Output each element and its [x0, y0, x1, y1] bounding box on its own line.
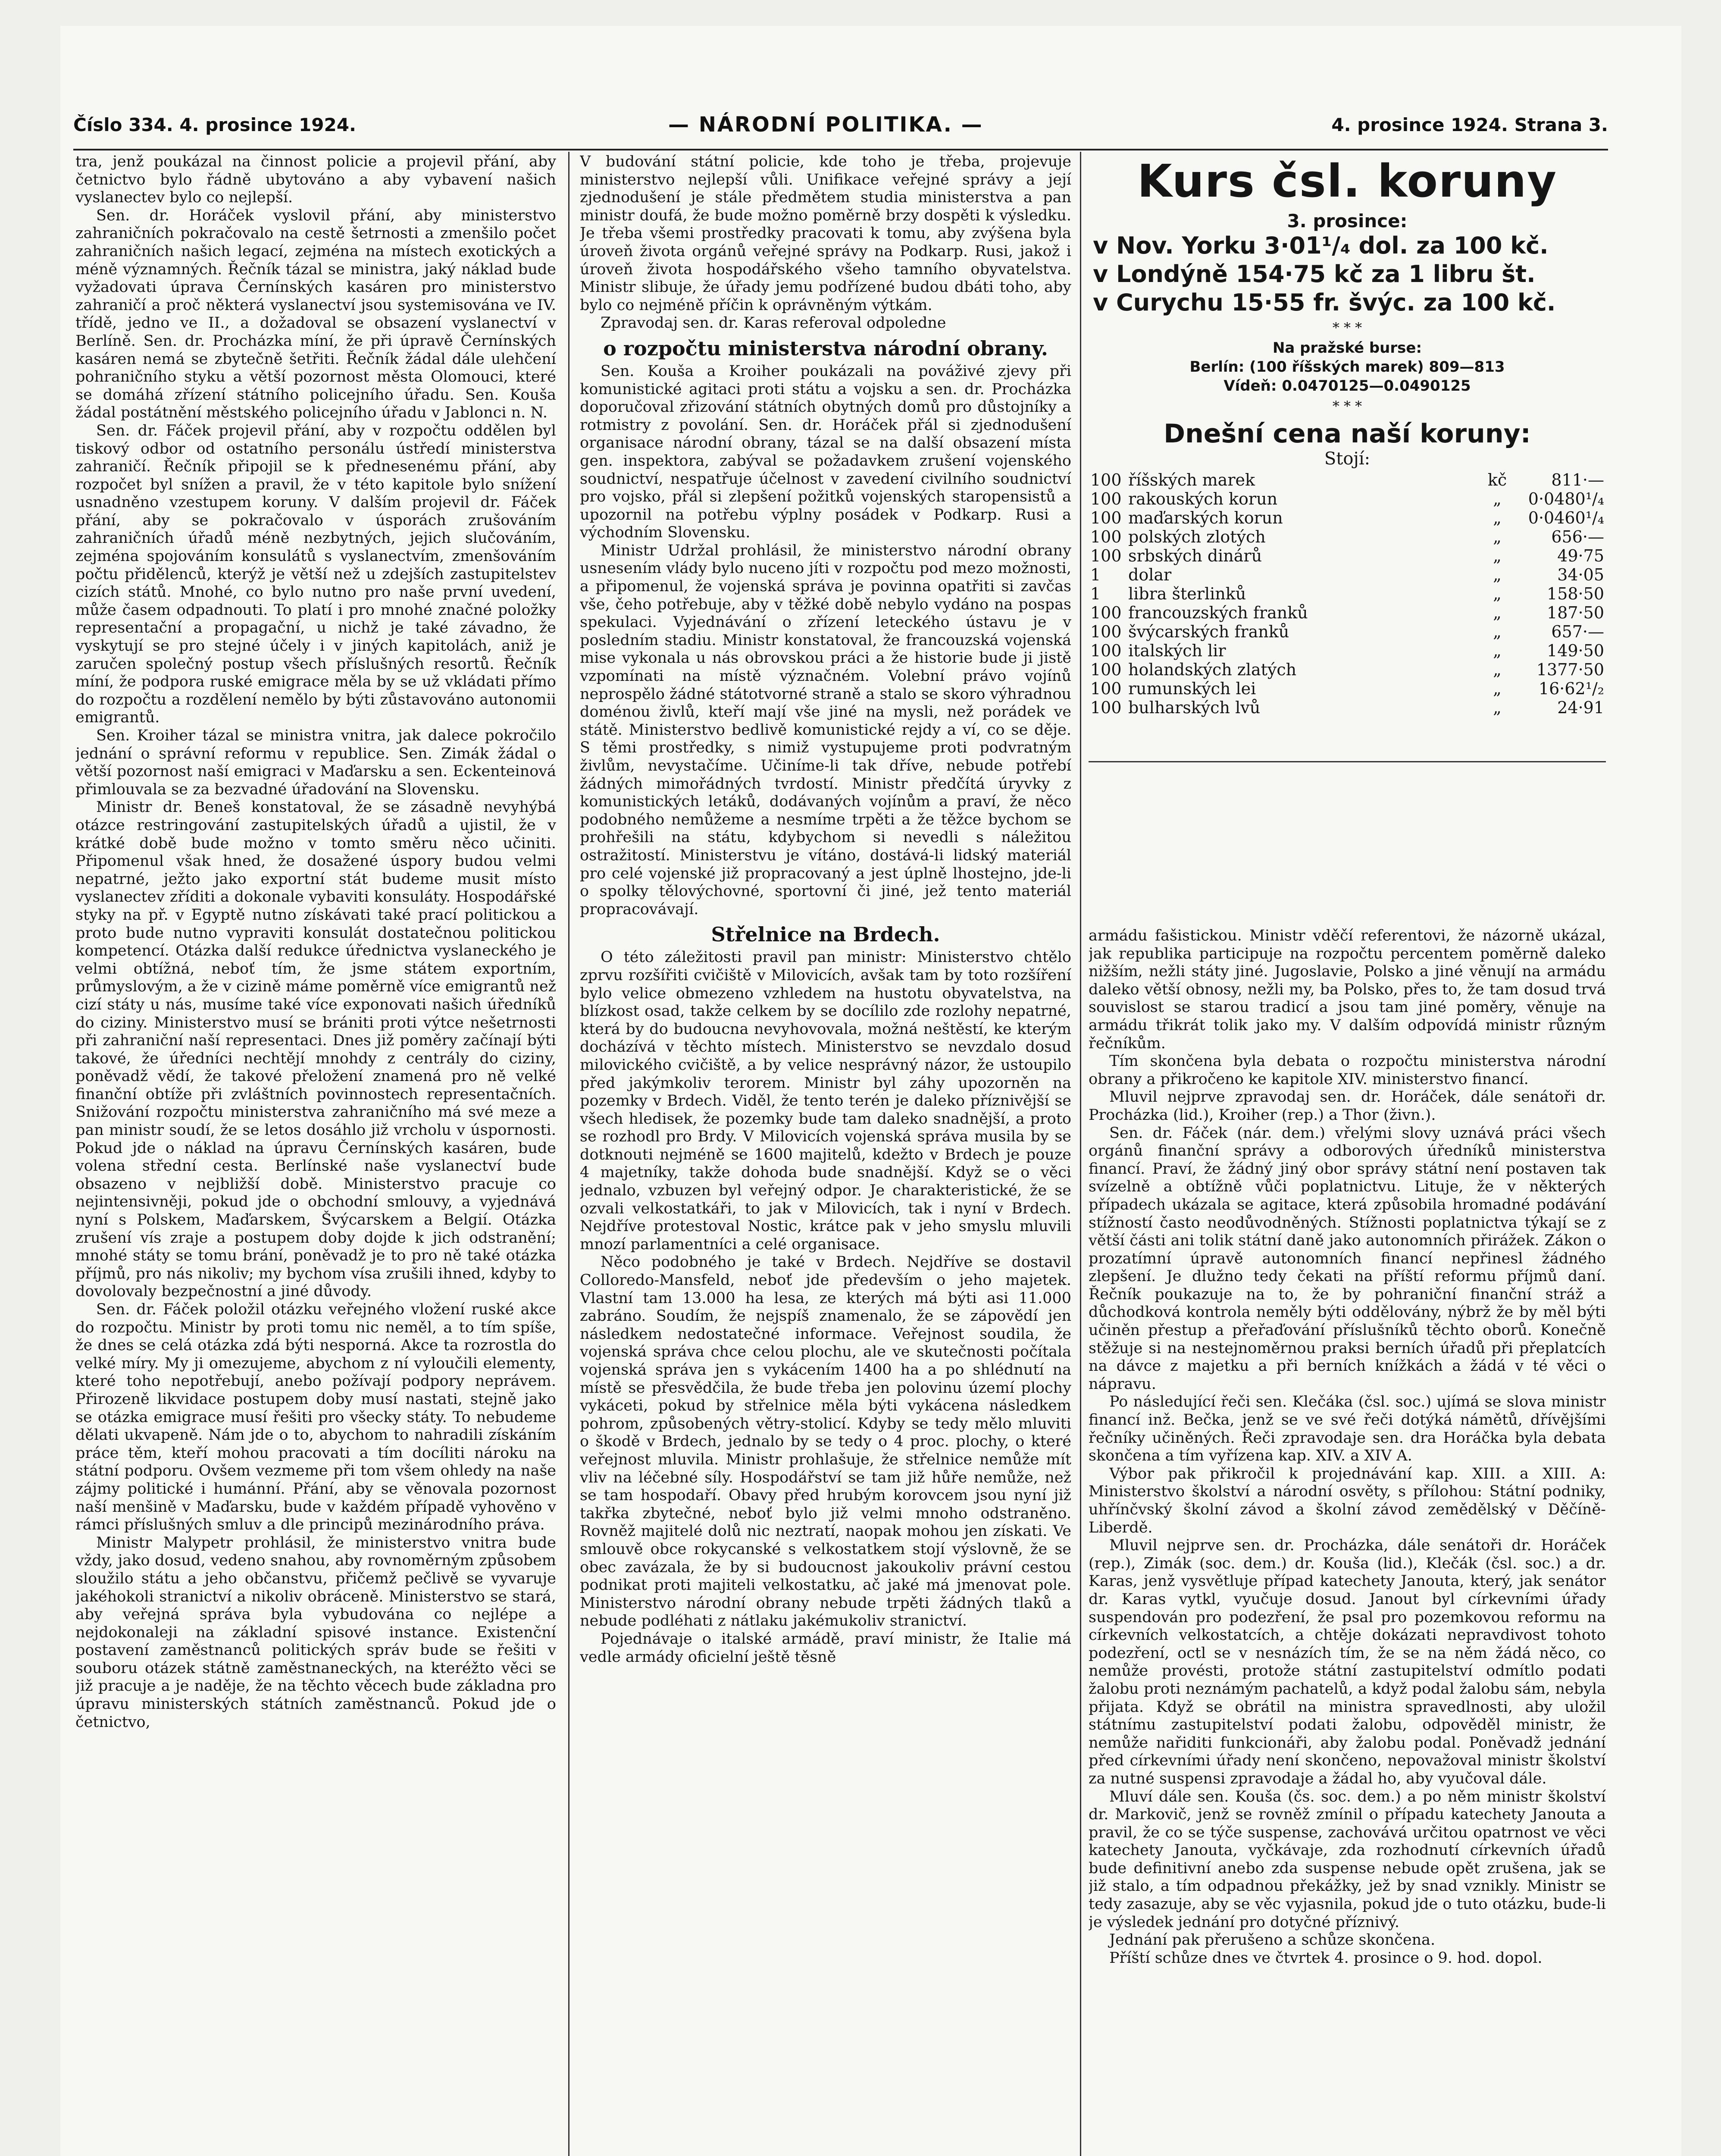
- rate-unit: „: [1493, 603, 1502, 622]
- rate-amt: 100: [1090, 641, 1122, 660]
- rate-amt: 100: [1090, 489, 1122, 508]
- rate-val: 0·0460¹/₄: [1528, 508, 1604, 527]
- rate-unit: „: [1493, 527, 1502, 546]
- paragraph: Pojednávaje o italské armádě, praví ministr, že Italie má vedle armády oficielní ještě těsně: [580, 1630, 1071, 1666]
- currency-box-title: Kurs čsl. koruny: [1137, 155, 1558, 207]
- rate-amt: 100: [1090, 470, 1122, 489]
- rate-unit: „: [1493, 546, 1502, 565]
- paragraph: Sen. Kroiher tázal se ministra vnitra, jak dalece pokročilo jednání o správní reformu v republice. Sen. Zimák žádal o větší pozornost naší emigraci v Maďarsku a sen. Eckenteinová přimlouvala se za bezvadné úřadování na Slovensku.: [75, 727, 556, 798]
- rate-val: 34·05: [1557, 565, 1604, 584]
- rate-zurich: v Curychu 15·55 fr. švýc. za 100 kč.: [1093, 289, 1556, 316]
- paragraph: Příští schůze dnes ve čtvrtek 4. prosince o 9. hod. dopol.: [1109, 1949, 1543, 1967]
- currency-box-rule: [1089, 761, 1606, 762]
- stoji-label: Stojí:: [1324, 449, 1371, 469]
- rate-unit: „: [1493, 565, 1502, 584]
- rate-label: bulharských lvů: [1128, 698, 1261, 717]
- rate-unit: kč: [1487, 470, 1507, 489]
- paragraph: Mluvil nejprve zpravodaj sen. dr. Horáček, dále senátoři dr. Procházka (lid.), Kroiher (rep.) a Thor (živn.).: [1089, 1088, 1606, 1124]
- rate-unit: „: [1493, 622, 1502, 641]
- rate-label: rakouských korun: [1128, 489, 1278, 508]
- rate-amt: 1: [1090, 584, 1101, 603]
- currency-box-date: 3. prosince:: [1287, 210, 1408, 232]
- paragraph: O této záležitosti pravil pan ministr: Ministerstvo chtělo zprvu rozšířiti cvičiště v Milovicích, avšak tam by toto rozšíření bylo velice obmezeno vzhledem na hustotu obyvatelstva, na blízkost osad, takže celkem by se docílilo zde rozlohy nepatrné, která by do budoucna nevyhovovala, možná neštěstí, ke kterým docházívá v těchto místech. Ministerstvo se nevzdalo dosud milovického cvičiště, a by velice nesprávný názor, že ustoupilo před jakýmkoliv terorem. Ministr byl záhy upozorněn na pozemky v Brdech. Viděl, že tento terén je daleko příznivější se všech hledisek, že pozemky bude tam daleko snadnější, a proto se rozhodl pro Brdy. V Milovicích vojenská správa musila by se dotknouti nejméně se 1600 majitelů, kdežto v Brdech je pouze 4 majetníky, takže dohoda bude snadnější. Když se o věci jednalo, vzbuzen byl veřejný odpor. Je charakteristické, že se ozvali velkostatkáři, to jak v Milovicích, tak i nyní v Brdech. Nejdříve protestoval Nostic, krátce pak v jeho smyslu mluvili mnozí parlamentníci a celé organisace.: [580, 949, 1071, 1253]
- rate-amt: 100: [1090, 698, 1122, 717]
- rate-label: rumunských lei: [1128, 679, 1256, 698]
- column-divider-1: [568, 152, 569, 2156]
- rate-unit: „: [1493, 698, 1502, 717]
- rate-label: srbských dinárů: [1128, 546, 1262, 565]
- burse-title: Na pražské burse:: [1272, 339, 1422, 357]
- rate-row: [1089, 546, 1606, 565]
- rate-label: italských lir: [1128, 641, 1226, 660]
- rate-unit: „: [1493, 641, 1502, 660]
- paragraph: V budování státní policie, kde toho je třeba, projevuje ministerstvo nejlepší vůli. Unifikace veřejné správy a její zjednodušení je stále předmětem studia ministerstva a pan ministr doufá, že bude možno poměrně brzy dospěti k výsledku. Je třeba všemi prostředky pracovati k tomu, aby zvýšena byla úroveň života orgánů veřejné správy na Podkarp. Rusi, jakož i úroveň života hospodářského všeho tamního obyvatelstva. Ministr slibuje, že úřady jemu podřízené budou dbáti toho, aby bylo co nejméně příčin k oprávněným výtkám.: [580, 153, 1071, 314]
- rate-label: říšských marek: [1128, 470, 1255, 489]
- masthead: — NÁRODNÍ POLITIKA. —: [668, 113, 983, 137]
- rate-label: švýcarských franků: [1128, 622, 1289, 641]
- rate-label: polských zlotých: [1128, 527, 1266, 546]
- rates-table: [1089, 470, 1606, 717]
- column-1: [75, 153, 556, 2156]
- rate-amt: 100: [1090, 603, 1122, 622]
- paragraph: Sen. Kouša a Kroiher poukázali na pováživé zjevy při komunistické agitaci proti státu a vojsku a sen. dr. Procházka doporučoval zřizování státních obytných domů pro důstojníky a rotmistry z povolání. Sen. dr. Horáček přál si zjednodušení organisace národní obrany, tázal se na další obsazení místa gen. inspektora, zabýval se požadavkem zrušení vojenského soudnictví, nespatřuje účelnost v zavedení civilního soudnictví pro vojsko, přál si zlepšení požitků vojenských staropensistů a upozornil na potřebu výplny posádek v Podkarp. Rusi a východním Slovensku.: [580, 362, 1071, 542]
- separator-stars: * * *: [1332, 398, 1362, 414]
- rate-row: [1089, 489, 1606, 508]
- rate-row: [1089, 584, 1606, 603]
- rate-val: 811·—: [1551, 470, 1604, 489]
- currency-rates-box: [1089, 155, 1606, 780]
- rate-amt: 100: [1090, 508, 1122, 527]
- rate-val: 49·75: [1557, 546, 1604, 565]
- section-heading-brdy: Střelnice na Brdech.: [711, 923, 940, 946]
- rate-row: [1089, 679, 1606, 698]
- paragraph: Zpravodaj sen. dr. Karas referoval odpoledne: [601, 314, 946, 332]
- rate-amt: 100: [1090, 622, 1122, 641]
- column-divider-2: [1080, 152, 1081, 2156]
- rate-unit: „: [1493, 489, 1502, 508]
- paragraph: Sen. dr. Fáček projevil přání, aby v rozpočtu oddělen byl tiskový odbor od ostatního personálu ústředí ministerstva zahraničí. Řečník připojil se k přednesenému přání, aby rozpočet byl snížen a pravil, že v této kapitole bylo snížení usnadněno vzestupem koruny. V dalším projevil dr. Fáček přání, aby se pokračovalo v úsporách zrušováním zahraničních úřadů méně nezbytných, jejich slučováním, zejména spojováním konsulátů s vyslanectvím, zmenšováním počtu přidělenců, kterýž je větší než u zdejších zastupitelstev cizích států. Mnohé, co bylo nutno pro naše první uvedení, může časem odpadnouti. To platí i pro mnohé značné položky representační a propagační, u nichž je také závadno, že vyskytují se pro stejné účely i v jiných kapitolách, aniž je zaručen společný postup všech příslušných resortů. Řečník míní, že podpora ruské emigrace měla by se už vkládati přímo do rozpočtu a rozdělení nemělo by býti zůstavováno autonomii emigrantů.: [75, 422, 556, 727]
- paragraph: Ministr Udržal prohlásil, že ministerstvo národní obrany usnesením vlády bylo nuceno jíti v rozpočtu pod mezo možnosti, a připomenul, že vojenská správa je povinna opatřiti si zavčas vše, čeho potřebuje, aby v těžké době nebylo vydáno na pospas spekulaci. Vyjednávání o zřízení leteckého ústavu je v posledním stadiu. Ministr konstatoval, že francouzská vojenská mise vykonala u nás obrovskou práci a že historie bude ji jistě vzpomínati na místě význačném. Volební právo vojínů neprospělo žádné státotvorné straně a stalo se skoro výhradnou doménou živlů, kteří mají vše jiné na mysli, než porádek ve státě. Ministerstvo bedlivě komunistické rejdy a ví, co se děje. S těmi prostředky, s nimiž vystupujeme proti podvratným živlům, nevystačíme. Učiníme-li tak dříve, nebude potřebí žádných mimořádných tvrdostí. Ministr předčítá úryvky z komunistických letáků, dodávaných vojínům a praví, že něco podobného nemůžeme a nesmíme trpěti a že těžce bychom se prohřešili na státu, kdybychom si nevedli s náležitou ostražitostí. Ministerstvu je vítáno, dostává-li lidský materiál pro celé vojenské již propracovaný a jest úplně lhostejno, jde-li o spolky tělovýchovné, sportovní či jiné, jež tento materiál propracovávají.: [580, 542, 1071, 918]
- rate-new-york: v Nov. Yorku 3·01¹/₄ dol. za 100 kč.: [1093, 232, 1549, 259]
- paragraph: Tím skončena byla debata o rozpočtu ministerstva národní obrany a přikročeno ke kapitole XIV. ministerstvo financí.: [1089, 1053, 1606, 1088]
- paragraph: Ministr Malypetr prohlásil, že ministerstvo vnitra bude vždy, jako dosud, vedeno snahou, aby rovnoměrným způsobem sloužilo státu a jeho občanstvu, přičemž pečlivě se vyvaruje jakéhokoli stranictví a nikoliv obráceně. Ministerstvo se stará, aby veřejná správa byla vybudována co nejlépe a nejdokonaleji na základní spisové instance. Existenční postavení zaměstnanců politických správ bude se řešiti v souboru otázek státně zaměstnaneckých, na kteréžto věci se již pracuje a je naděje, že na těchto věcech bude základna pro úpravu ministerských státních zaměstnanců. Pokud jde o četnictvo,: [75, 1534, 556, 1731]
- separator-stars: * * *: [1332, 320, 1362, 336]
- rate-amt: 100: [1090, 660, 1122, 679]
- paragraph: Mluví dále sen. Kouša (čs. soc. dem.) a po něm ministr školství dr. Markovič, jenž se rovněž zmínil o případu katechety Janouta a pravil, že co se týče suspense, zachovává určitou opatrnost ve věci katechety Janouta, vyčkávaje, zda rozhodnutí církevních úřadů bude definitivní anebo zda suspense nebude opět zrušena, jak se již stalo, a tím odpadnou překážky, jež by snad vznikly. Ministr se tedy zasazuje, aby se věc vyjasnila, pokud jde o tuto otázku, bude-li je výsledek jednání pro dotyčné příznivý.: [1089, 1788, 1606, 1931]
- column-3: [1089, 927, 1606, 2156]
- paragraph: tra, jenž poukázal na činnost policie a projevil přání, aby četnictvo bylo řádně ubytováno a aby vybavení našich vyslanectev bylo co nejlepší.: [75, 153, 556, 207]
- paragraph: Po následující řeči sen. Klečáka (čsl. soc.) ujímá se slova ministr financí inž. Bečka, jenž se ve své řeči dotýká námětů, dřívějšími řečníky učiněných. Řeči zpravodaje sen. dra Horáčka byla debata skončena a tím vyřízena kap. XIV. a XIV A.: [1089, 1393, 1606, 1465]
- rate-val: 657·—: [1551, 622, 1604, 641]
- paragraph: Sen. dr. Horáček vyslovil přání, aby ministerstvo zahraničních pokračovalo na cestě šetrnosti a zmenšilo počet zahraničních našich legací, zejména na místech exotických a méně významných. Řečník tázal se ministra, jaký náklad bude vyžadovati úprava Černínských kasáren pro ministerstvo zahraničí a proč některá vyslanectví jsou systemisována ve IV. třídě, jedno ve II., a dožadoval se obsazení vyslanectví v Berlíně. Sen. dr. Procházka míní, že při úpravě Černínských kasáren nemá se zbytečně šetřiti. Řečník žádal dále ulehčení pohraničního styku a větší pozornost města Olomouci, které se domáhá zřízení státního policejního úřadu. Sen. Kouša žádal postátnění městského policejního úřadu v Jablonci n. N.: [75, 207, 556, 422]
- paragraph: Výbor pak přikročil k projednávání kap. XIII. a XIII. A: Ministerstvo školství a národní osvěty, s přílohou: Státní podniky, uhřínčvský školní závod a školní závod zemědělský v Děčíně-Liberdě.: [1089, 1465, 1606, 1536]
- rate-label: libra šterlinků: [1128, 584, 1246, 603]
- today-price-title: Dnešní cena naší koruny:: [1164, 419, 1531, 449]
- rate-row: [1089, 622, 1606, 641]
- rate-label: maďarských korun: [1128, 508, 1283, 527]
- rate-row: [1089, 508, 1606, 527]
- section-heading-defense: o rozpočtu ministerstva národní obrany.: [603, 336, 1048, 360]
- rate-amt: 100: [1090, 546, 1122, 565]
- rate-val: 16·62¹/₂: [1538, 679, 1604, 698]
- rate-unit: „: [1493, 508, 1502, 527]
- rate-row: [1089, 641, 1606, 660]
- paragraph: Mluvil nejprve sen. dr. Procházka, dále senátoři dr. Horáček (rep.), Zimák (soc. dem.) dr. Kouša (lid.), Klečák (čsl. soc.) a dr. Karas, jenž vysvětluje případ katechety Janouta, který, jak senátor dr. Karas vytkl, vyučuje dosud. Janout byl církevními úřady suspendován pro podezření, že psal pro pozemkovou reformu na církevních velkostatcích, a chtěje dokázati nepravdivost tohoto podezření, octl se v nesnázích tím, že se na něm žádá něco, co nemůže provésti, protože státní zastupitelství odmítlo podati žalobu proti neznámým pachatelů, a když podal žalobu sám, nebyla přijata. Když se obrátil na ministra spravedlnosti, aby uložil státnímu zastupitelství podati žalobu, odpověděl ministr, že nemůže nařiditi funkcionáři, aby žalobu podal. Poněvadž jednání před církevními úřady není skončeno, nepovažoval ministr školství za nutné suspensi zpravodaje a žádal ho, aby vyučoval dále.: [1089, 1537, 1606, 1787]
- rate-row: [1089, 470, 1606, 489]
- rate-val: 0·0480¹/₄: [1528, 489, 1604, 508]
- rate-label: dolar: [1128, 565, 1172, 584]
- rate-val: 1377·50: [1536, 660, 1604, 679]
- rate-val: 187·50: [1547, 603, 1604, 622]
- rate-row: [1089, 565, 1606, 584]
- rate-label: francouzských franků: [1128, 603, 1308, 622]
- paragraph: Ministr dr. Beneš konstatoval, že se zásadně nevyhýbá otázce restringování zastupitelských úřadů a ujistil, že v krátké době bude možno v tomto směru něco učiniti. Připomenul však hned, že dosažené úspory budou velmi nepatrné, ježto jako exportní stát budeme musit místo vyslanectev zříditi a dokonale vybaviti konsuláty. Hospodářské styky na př. v Egyptě nutno získávati také prací politickou a proto bude nutno vypraviti konsulát dostatečnou politickou kompetencí. Otázka další redukce úřednictva vyslaneckého je velmi obtížná, neboť tím, že jsme státem exportním, průmyslovým, a že v cizině máme poměrně více emigrantů než cizí státy u nás, musíme také více exponovati našich úředníků do ciziny. Ministerstvo musí se brániti proti výtce nešetrnosti při zahraniční naší representaci. Dnes již poměry začínají býti takové, že úředníci nechtějí mnohdy z centrály do ciziny, poněvadž vědí, že takové přeložení znamená pro ně velké finanční obtíže při zvláštních povinnostech representačních. Snižování rozpočtu ministerstva zahraničního má své meze a pan ministr soudí, že se letos dosáhlo již vrcholu v úspornosti. Pokud jde o náklad na úpravu Černínských kasáren, bude volena střední cesta. Berlínské naše vyslanectví bude obsazeno v nejbližší době. Ministerstvo pracuje co nejintensivněji, pokud jde o obchodní smlouvy, a vyjednává nyní s Polskem, Maďarskem, Švýcarskem a Belgií. Otázka zrušení vís zraje a postupem doby dojde k jich odstranění; mnohé státy se tomu brání, poněvadž je to pro ně také otázka příjmů, pro nás nikoliv; my bychom vísa zrušili ihned, kdyby to dovolovaly bezpečnostní a jiné důvody.: [75, 799, 556, 1300]
- rate-label: holandských zlatých: [1128, 660, 1297, 679]
- rate-unit: „: [1493, 660, 1502, 679]
- paragraph: Sen. dr. Fáček (nár. dem.) vřelými slovy uznává práci všech orgánů finanční správy a odborových úředníků ministerstva financí. Praví, že žádný jiný obor správy státní není postaven tak svízelně a obtížně vůči poplatnictvu. Lituje, že v některých případech ukázala se agitace, která způsobila hromadné podávání stížností často neodůvodněných. Stížnosti poplatnictva týkají se z větší části ani tolik státní daně jako autonomních přirážek. Zákon o prozatímní úpravě autonomních financí nepřinesl žádného zlepšení. Je dlužno tedy čekati na příští reformu příjmů daní. Řečník poukazuje na to, že by pohraniční finanční stráž a důchodková kontrola neměly býti oddělovány, nýbrž že by měl býti učiněn přestup a přeřaďování příslušníků těchto oborů. Konečně stěžuje si na nestejnoměrnou praksi berních úřadů při přeplatcích na dávce z majetku a při berních knížkách a žádá v té věci o nápravu.: [1089, 1124, 1606, 1393]
- rate-berlin: Berlín: (100 říšských marek) 809—813: [1189, 358, 1505, 376]
- rate-row: [1089, 527, 1606, 546]
- paragraph: Něco podobného je také v Brdech. Nejdříve se dostavil Colloredo-Mansfeld, neboť jde především o jeho majetek. Vlastní tam 13.000 ha lesa, ze kterých má býti asi 11.000 zabráno. Soudím, že nejspíš znamenalo, že se zápovědí jen následkem nedostatečné informace. Veřejnost soudila, že vojenská správa chce celou plochu, ale ve skutečnosti počítala vojenská správa jen s vykácením 1400 ha a po shlédnutí na místě se přesvědčila, že bude třeba jen polovinu území plochy vykáceti, pokud by střelnice měla býti vykácena následkem pohrom, způsobených větry-stolicí. Kdyby se tedy mělo mluviti o škodě v Brdech, jednalo by se tedy o 4 proc. plochy, o které veřejnost mluvila. Ministr prohlašuje, že střelnice nemůže mít vliv na léčebné síly. Hospodářství se tam již hůře nemůže, než se tam hospodaří. Obavy před hrubým korovcem jsou nyní již takřka zbytečné, neboť bylo již velmi mnoho odstraněno. Rovněž majitelé dolů nic neztratí, naopak mohou jen získati. Ve smlouvě obce rokycanské s velkostatkem stojí výslovně, že se obec zavázala, že by si budoucnost jakoukoliv právní cestou podnikat proti majiteli velkostatku, ač jaké má jmenovat pole. Ministerstvo národní obrany nebude trpěti žádných tlaků a nebude podléhati z nátlaku jakémukoliv stranictví.: [580, 1253, 1071, 1630]
- rate-row: [1089, 660, 1606, 679]
- rate-unit: „: [1493, 679, 1502, 698]
- paragraph: Sen. dr. Fáček položil otázku veřejného vložení ruské akce do rozpočtu. Ministr by proti tomu nic neměl, a to tím spíše, že dnes se celá otázka zdá býti nesporná. Akce ta rozrostla do velké míry. My ji omezujeme, abychom z ní vyloučili elementy, které toho nepotřebují, anebo požívají podpory neprávem. Přirozeně likvidace postupem doby musí nastati, stejně jako se otázka emigrace musí řešiti pro všecky státy. To nebudeme dělati ukvapeně. Nám jde o to, abychom to nahradili získáním práce těm, kteří mohou pracovati a tím docíliti nároku na státní podporu. Ovšem vezmeme při tom všem ohledy na naše zájmy politické i humánní. Přání, aby se věnovala pozornost naší menšině v Maďarsku, bude v každém případě vyhověno v rámci příslušných smluv a dle principů mezinárodního práva.: [75, 1301, 556, 1534]
- paragraph: armádu fašistickou. Ministr vděčí referentovi, že názorně ukázal, jak republika participuje na rozpočtu percentem poměrně daleko nižším, nežli státy jiné. Jugoslavie, Polsko a jiné věnují na armádu daleko větší obnosy, nežli my, ba Polsko, přes to, že tam dosud trvá souvislost se starou tradicí a jsou tam jiné poměry, věnuje na armádu třikrát tolik jako my. V dalším odpovídá ministr různým řečníkům.: [1089, 927, 1606, 1052]
- rate-london: v Londýně 154·75 kč za 1 libru št.: [1093, 260, 1536, 288]
- rate-val: 656·—: [1551, 527, 1604, 546]
- rate-unit: „: [1493, 584, 1502, 603]
- rate-val: 24·91: [1557, 698, 1604, 717]
- rate-val: 158·50: [1547, 584, 1604, 603]
- paragraph: Jednání pak přerušeno a schůze skončena.: [1109, 1931, 1436, 1949]
- issue-info: Číslo 334. 4. prosince 1924.: [73, 114, 356, 135]
- rate-amt: 100: [1090, 527, 1122, 546]
- header-rule: [73, 149, 1608, 150]
- rate-amt: 100: [1090, 679, 1122, 698]
- date-page-info: 4. prosince 1924. Strana 3.: [1331, 114, 1608, 135]
- rate-amt: 1: [1090, 565, 1101, 584]
- rate-row: [1089, 698, 1606, 717]
- rate-row: [1089, 603, 1606, 622]
- page-header: [73, 114, 1608, 144]
- column-2: [580, 153, 1071, 2156]
- rate-val: 149·50: [1547, 641, 1604, 660]
- rate-vienna: Vídeň: 0.0470125—0.0490125: [1223, 377, 1471, 395]
